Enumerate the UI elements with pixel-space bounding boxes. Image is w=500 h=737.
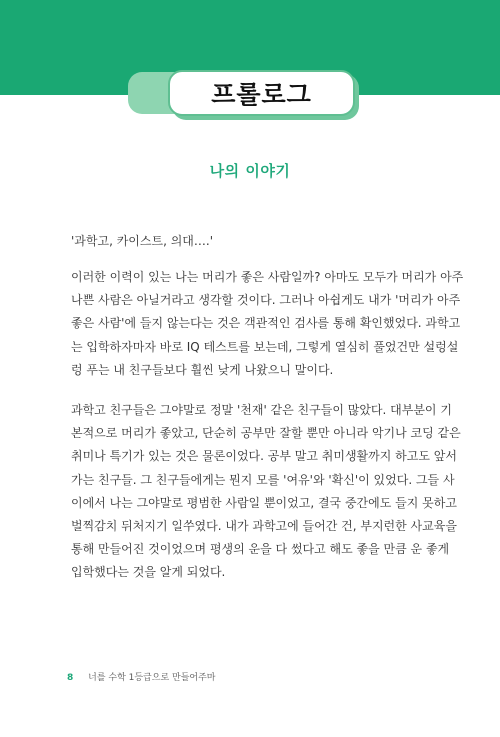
paragraph-line: 이러한 이력이 있는 나는 머리가 좋은 사람일까? 아마도 모두가 머리가 아주 <box>71 270 464 284</box>
paragraph-2 <box>71 399 461 585</box>
book-title: 너를 수학 1등급으로 만들어주마 <box>88 673 216 683</box>
paragraph-line: 과학고 친구들은 그야말로 정말 '천재' 같은 친구들이 많았다. 대부분이 기 <box>71 403 452 417</box>
paragraph-line: 통해 만들어진 것이었으며 평생의 운을 다 썼다고 해도 좋을 만큼 운 좋게 <box>71 542 450 557</box>
page-number: 8 <box>67 673 74 683</box>
section-subtitle: 나의 이야기 <box>209 162 291 180</box>
paragraph-line: 는 입학하자마자 바로 IQ 테스트를 보는데, 그렇게 열심히 풀었건만 설렁설 <box>71 339 459 354</box>
paragraph-line: 벌찍감치 뒤처지기 일쑤였다. 내가 과학고에 들어간 건, 부지런한 사교육을 <box>71 519 457 534</box>
chapter-title: 프롤로그 <box>211 80 312 109</box>
chapter-tab <box>168 70 355 116</box>
page-footer <box>67 670 215 683</box>
paragraph-line: 입학했다는 것을 알게 되었다. <box>71 565 226 580</box>
paragraph-line: 좋은 사람'에 들지 않는다는 것은 객관적인 검사를 통해 확인했었다. 과학고 <box>71 316 461 331</box>
paragraph-line: 가는 친구들. 그 친구들에게는 뭔지 모를 '여유'와 '확신'이 있었다. 그들 사 <box>71 472 455 487</box>
opening-quote: '과학고, 카이스트, 의대….' <box>71 234 213 248</box>
paragraph-line: 본적으로 머리가 좋았고, 단순히 공부만 잘할 뿐만 아니라 악기나 코딩 같은 <box>71 426 461 441</box>
paragraph-line: 이에서 나는 그야말로 평범한 사람일 뿐이었고, 결국 중간에도 들지 못하고 <box>71 495 457 510</box>
paragraph-line: 렁 푸는 내 친구들보다 훨씬 낮게 나왔으니 말이다. <box>71 362 334 377</box>
paragraph-line: 취미나 특기가 있는 것은 물론이었다. 공부 말고 취미생활까지 하고도 앞서 <box>71 449 457 464</box>
paragraph-1 <box>71 266 464 382</box>
paragraph-line: 나쁜 사람은 아닐거라고 생각할 것이다. 그러나 아쉽게도 내가 '머리가 아주 <box>71 293 461 308</box>
